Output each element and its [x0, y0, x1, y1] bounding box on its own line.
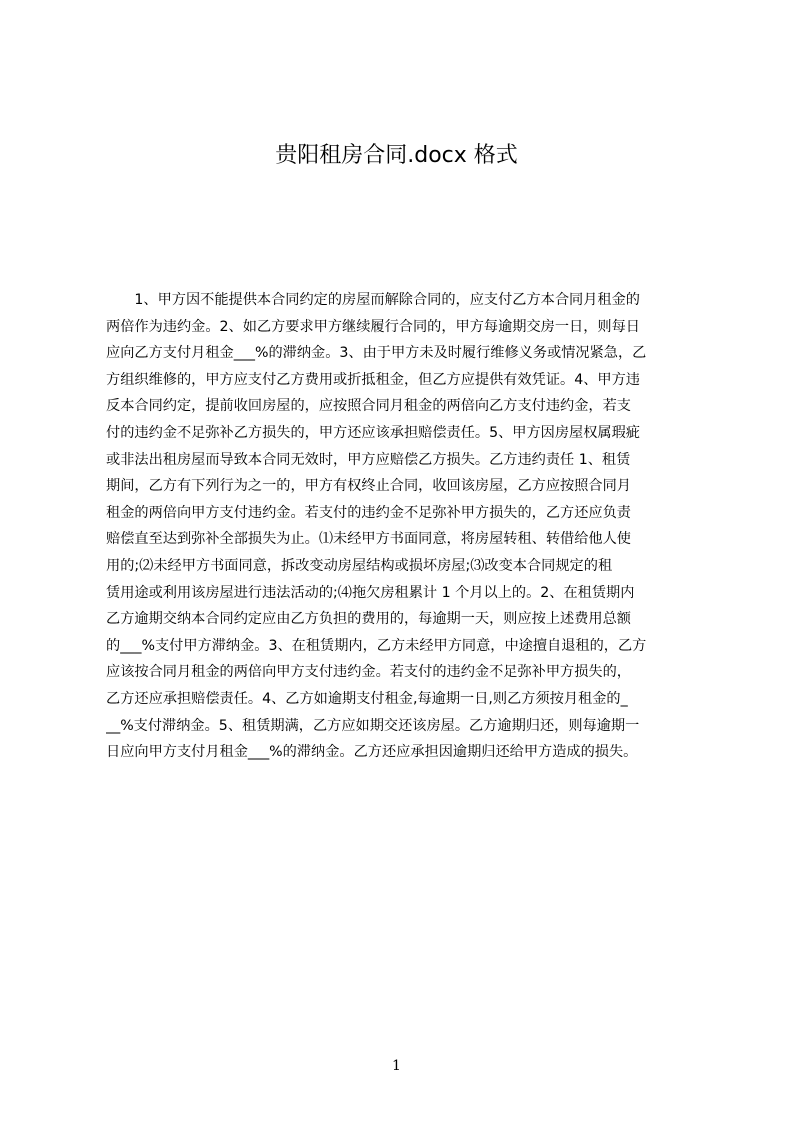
body-paragraph: [106, 287, 706, 766]
text-line: 应该按合同月租金的两倍向甲方支付违约金。若支付的违约金不足弥补甲方损失的，: [106, 664, 631, 681]
text-line: 应向乙方支付月租金___%的滞纳金。3、由于甲方未及时履行维修义务或情况紧急，乙: [106, 345, 647, 362]
page-title: 贵阳租房合同.docx 格式: [275, 143, 518, 168]
page-number: 1: [392, 1058, 401, 1074]
text-line: 期间，乙方有下列行为之一的，甲方有权终止合同，收回该房屋，乙方应按照合同月: [106, 478, 631, 495]
text-line: __%支付滞纳金。5、租赁期满，乙方应如期交还该房屋。乙方逾期归还，则每逾期一: [106, 717, 640, 734]
text-line: 租金的两倍向甲方支付违约金。若支付的违约金不足弥补甲方损失的，乙方还应负责: [106, 504, 631, 521]
text-line: 赔偿直至达到弥补全部损失为止。⑴未经甲方书面同意，将房屋转租、转借给他人使: [106, 531, 631, 548]
text-line: 的___%支付甲方滞纳金。3、在租赁期内，乙方未经甲方同意，中途擅自退租的，乙方: [106, 637, 647, 654]
text-line: 乙方还应承担赔偿责任。4、乙方如逾期支付租金,每逾期一日,则乙方须按月租金的_: [106, 690, 628, 707]
text-line: 反本合同约定，提前收回房屋的，应按照合同月租金的两倍向乙方支付违约金，若支: [106, 398, 631, 415]
text-line: 赁用途或利用该房屋进行违法活动的;⑷拖欠房租累计 1 个月以上的。2、在租赁期内: [106, 584, 635, 601]
text-line: 或非法出租房屋而导致本合同无效时，甲方应赔偿乙方损失。乙方违约责任 1、租赁: [106, 451, 631, 468]
text-line: 日应向甲方支付月租金___%的滞纳金。乙方还应承担因逾期归还给甲方造成的损失。: [106, 744, 638, 761]
text-line: 用的;⑵未经甲方书面同意，拆改变动房屋结构或损坏房屋;⑶改变本合同规定的租: [106, 557, 613, 574]
text-line: 付的违约金不足弥补乙方损失的，甲方还应该承担赔偿责任。5、甲方因房屋权属瑕疵: [106, 424, 640, 441]
text-line: 方组织维修的，甲方应支付乙方费用或折抵租金，但乙方应提供有效凭证。4、甲方违: [106, 371, 640, 388]
text-line: 1、甲方因不能提供本合同约定的房屋而解除合同的，应支付乙方本合同月租金的: [106, 292, 640, 308]
text-line: 两倍作为违约金。2、如乙方要求甲方继续履行合同的，甲方每逾期交房一日，则每日: [106, 318, 640, 335]
text-line: 乙方逾期交纳本合同约定应由乙方负担的费用的，每逾期一天，则应按上述费用总额: [106, 611, 631, 628]
